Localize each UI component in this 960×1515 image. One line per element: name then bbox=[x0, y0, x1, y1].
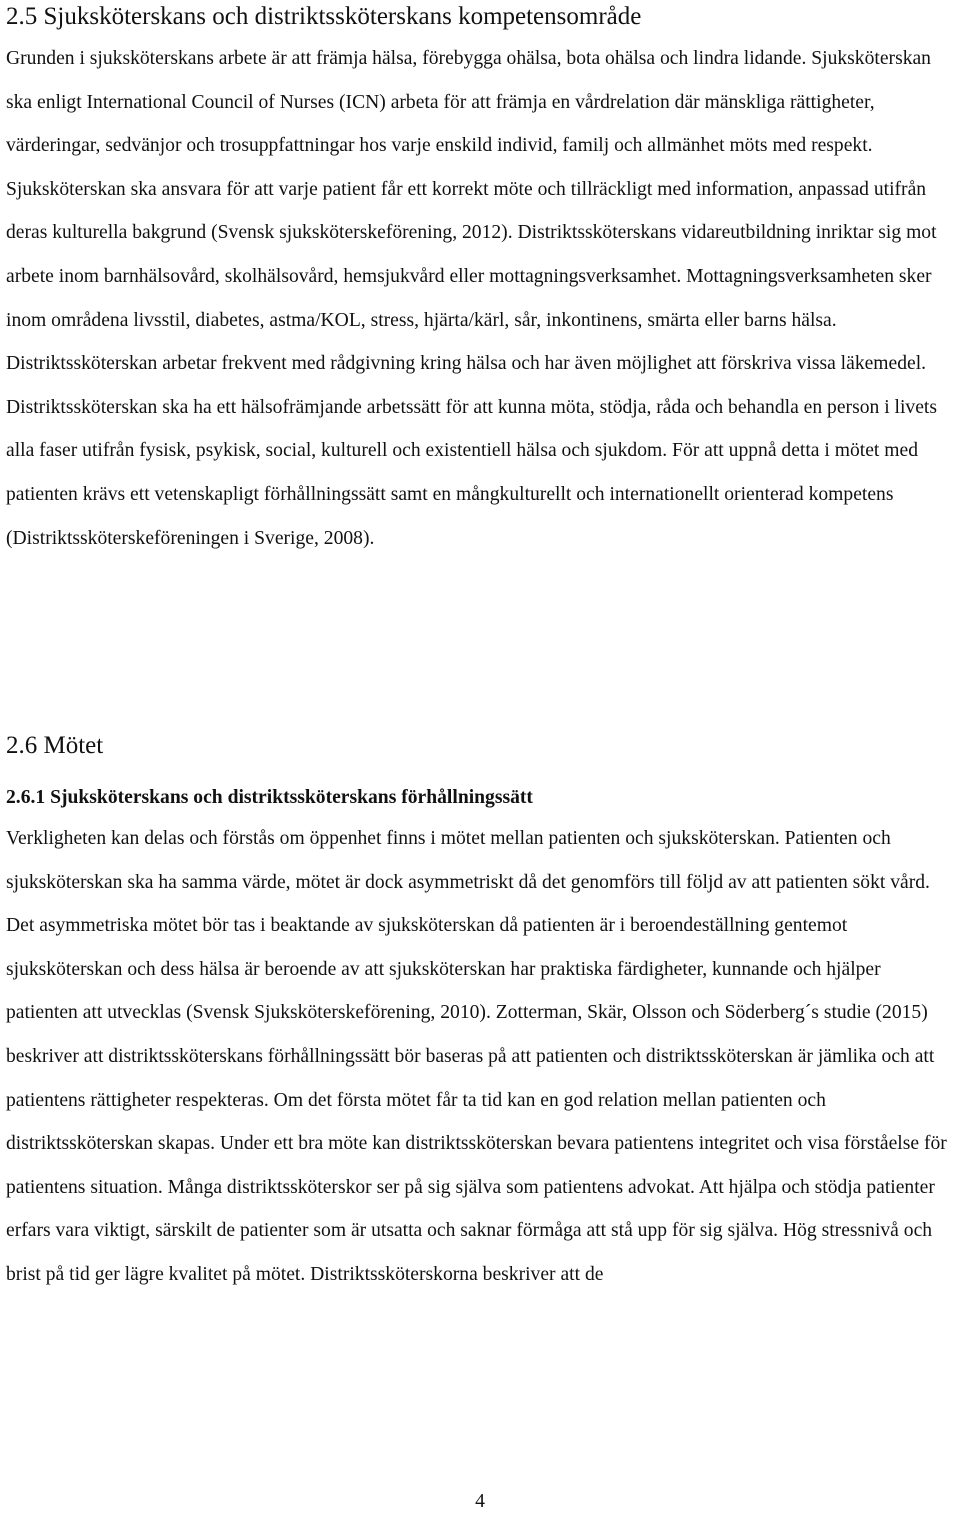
section-heading-2-6: 2.6 Mötet bbox=[6, 732, 104, 759]
section-heading-2-5: 2.5 Sjuksköterskans och distriktssköterskans kompetensområde bbox=[6, 3, 642, 30]
section-heading-2-6-1: 2.6.1 Sjuksköterskans och distriktssköterskans förhållningssätt bbox=[6, 787, 533, 808]
document-page bbox=[6, 0, 956, 1285]
paragraph-approach: Verkligheten kan delas och förstås om öppenhet finns i mötet mellan patienten och sjuksköterskan. Patienten och sjuksköterskan ska ha samma värde, mötet är dock asymmetriskt då det genomförs till följd av att patienten sökt vård. Det asymmetriska mötet bör tas i beaktande av sjuksköterskan då patienten är i beroendeställning gentemot sjuksköterskan och dess hälsa är beroende av att sjuksköterskan har praktiska färdigheter, kunnande och hjälper patienten att utvecklas (Svensk Sjuksköterskeförening, 2010). Zotterman, Skär, Olsson och Söderberg´s studie (2015) beskriver att distriktssköterskans förhållningssätt bör baseras på att patienten och distriktssköterskan är jämlika och att patientens rättigheter respekteras. Om det första mötet får ta tid kan en god relation mellan patienten och distriktssköterskan skapas. Under ett bra möte kan distriktssköterskan bevara patientens integritet och visa förståelse för patientens situation. Många distriktssköterskor ser på sig själva som patientens advokat. Att hjälpa och stödja patienter erfars vara viktigt, särskilt de patienter som är utsatta och saknar förmåga att stå upp för sig själva. Hög stressnivå och brist på tid ger lägre kvalitet på mötet. Distriktssköterskorna beskriver att de bbox=[6, 828, 947, 1285]
paragraph-competence-area: Grunden i sjuksköterskans arbete är att främja hälsa, förebygga ohälsa, bota ohälsa och lindra lidande. Sjuksköterskan ska enligt International Council of Nurses (ICN) arbeta för att främja en vårdrelation där mänskliga rättigheter, värderingar, sedvänjor och trosuppfattningar hos varje enskild individ, familj och allmänhet möts med respekt. Sjuksköterskan ska ansvara för att varje patient får ett korrekt möte och tillräckligt med information, anpassad utifrån deras kulturella bakgrund (Svensk sjuksköterskeförening, 2012). Distriktssköterskans vidareutbildning inriktar sig mot arbete inom barnhälsovård, skolhälsovård, hemsjukvård eller mottagningsverksamhet. Mottagningsverksamheten sker inom områdena livsstil, diabetes, astma/KOL, stress, hjärta/kärl, sår, inkontinens, smärta eller barns hälsa. Distriktssköterskan arbetar frekvent med rådgivning kring hälsa och har även möjlighet att förskriva vissa läkemedel. Distriktssköterskan ska ha ett hälsofrämjande arbetssätt för att kunna möta, stödja, råda och behandla en person i livets alla faser utifrån fysisk, psykisk, social, kulturell och existentiell hälsa och sjukdom. För att uppnå detta i mötet med patienten krävs ett vetenskapligt förhållningssätt samt en mångkulturellt och internationellt orienterad kompetens (Distriktssköterskeföreningen i Sverige, 2008). bbox=[6, 48, 937, 549]
page-number: 4 bbox=[475, 1491, 485, 1512]
